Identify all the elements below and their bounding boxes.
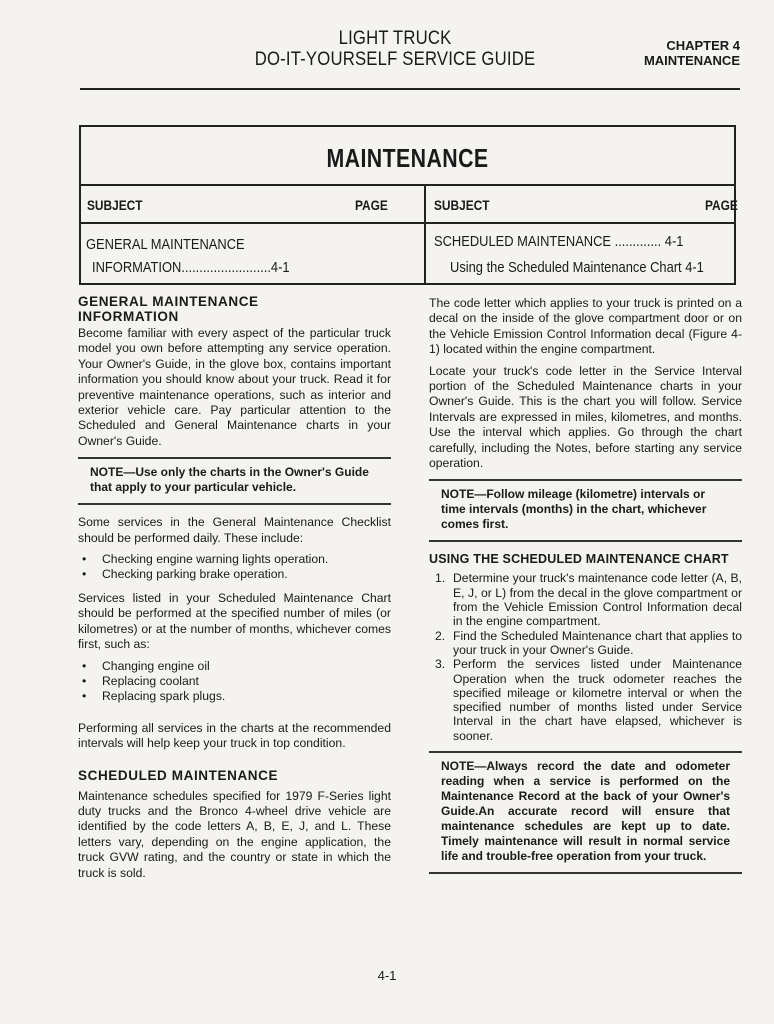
list-item — [429, 657, 742, 743]
locate-code-paragraph: Locate your truck's code letter in the Service Interval portion of the Scheduled Maintenance charts in your Owner's Guide. This is the chart you will follow. Service Intervals are expressed in miles, kilometres, and months. Use the interval which applies. Go through the chart carefully, including the Notes, before starting any service operation. — [429, 363, 742, 471]
step-text: Determine your truck's maintenance code letter (A, B, E, J, or L) from the decal in the glove compartment or from the Vehicle Emission Control Information decal in the engine compartment. — [453, 571, 742, 629]
scheduled-maintenance-heading: SCHEDULED MAINTENANCE — [78, 767, 279, 783]
list-item — [429, 571, 742, 628]
toc-box — [79, 125, 736, 285]
list-item: • Replacing spark plugs. — [78, 689, 391, 704]
chapter-number: CHAPTER 4 — [666, 38, 740, 53]
toc-page-header-right: PAGE — [705, 197, 738, 213]
general-maintenance-heading — [78, 294, 391, 324]
code-letter-paragraph: The code letter which applies to your truck is printed on a decal on the inside of the glove compartment door or on the Vehicle Emission Control Information decal (Figure 4-1) located within the engine compartment. — [429, 296, 742, 357]
right-column — [429, 296, 742, 884]
toc-entry-using-chart: Using the Scheduled Maintenance Chart 4-1 — [450, 259, 704, 276]
record-keeping-note: NOTE—Always record the date and odometer reading when a service is performed on the Maintenance Record at the back of your Owner's Guide.An accurate record will ensure that maintenance schedules are kept up to date. Timely maintenance will result in normal service life and trouble-free operation from your truck. — [429, 751, 742, 874]
using-chart-steps — [429, 571, 742, 743]
list-item: • Changing engine oil — [78, 659, 391, 674]
daily-checklist-paragraph: Some services in the General Maintenance Checklist should be performed daily. These include: — [78, 515, 391, 545]
owners-guide-note: NOTE—Use only the charts in the Owner's Guide that apply to your particular vehicle. — [78, 457, 391, 505]
header-divider — [80, 88, 740, 90]
toc-entry-general-line1: GENERAL MAINTENANCE — [86, 236, 245, 253]
page-number: 4-1 — [377, 968, 397, 983]
guide-title-line1: LIGHT TRUCK — [338, 28, 452, 49]
left-column — [78, 294, 391, 887]
step-number: 2. — [435, 628, 446, 643]
heading-line: INFORMATION — [78, 309, 179, 324]
toc-divider-top — [81, 184, 734, 186]
list-item: • Replacing coolant — [78, 674, 391, 689]
using-chart-heading: USING THE SCHEDULED MAINTENANCE CHART — [429, 552, 729, 567]
toc-column-divider — [424, 184, 426, 283]
daily-checklist-list — [78, 552, 391, 583]
toc-subject-header-right: SUBJECT — [434, 197, 490, 213]
top-condition-paragraph: Performing all services in the charts at the recommended intervals will help keep your truck in top condition. — [78, 720, 391, 751]
guide-title-line2: DO-IT-YOURSELF SERVICE GUIDE — [254, 49, 536, 70]
step-number: 3. — [435, 657, 446, 672]
general-intro-paragraph: Become familiar with every aspect of the particular truck model you own before attempting any service operation. Your Owner's Guide, in the glove box, contains important information you should know about your truck. Read it for preventive maintenance operations, such as interior and exterior vehicle care. Pay particular attention to the Scheduled and General Maintenance charts in your Owner's Guide. — [78, 326, 391, 448]
toc-divider-bottom — [81, 222, 734, 224]
step-text: Find the Scheduled Maintenance chart that applies to your truck in your Owner's Guide. — [453, 628, 742, 657]
toc-page-header-left: PAGE — [355, 197, 388, 213]
step-text: Perform the services listed under Maintenance Operation when the truck odometer reaches the specified mileage or kilometre interval or when the specified number of months listed under Service Interval in the chart have elapsed, whichever is sooner. — [453, 657, 742, 743]
list-item — [429, 629, 742, 658]
chapter-label — [600, 38, 740, 68]
scheduled-services-list — [78, 659, 391, 705]
toc-title: MAINTENANCE — [326, 143, 489, 173]
toc-entry-scheduled: SCHEDULED MAINTENANCE ............. 4-1 — [434, 233, 684, 250]
guide-title — [250, 28, 540, 70]
mileage-interval-note: NOTE—Follow mileage (kilometre) intervals or time intervals (months) in the chart, whichever comes first. — [429, 479, 742, 542]
list-item: • Checking engine warning lights operation. — [78, 552, 391, 567]
heading-line: GENERAL MAINTENANCE — [78, 294, 259, 309]
list-item: • Checking parking brake operation. — [78, 567, 391, 582]
scheduled-services-paragraph: Services listed in your Scheduled Maintenance Chart should be performed at the specified number of miles (or kilometres) or at the number of months, whichever comes first, such as: — [78, 590, 391, 652]
step-number: 1. — [435, 571, 446, 586]
toc-entry-general-line2: INFORMATION.........................4-1 — [92, 259, 290, 276]
toc-subject-header-left: SUBJECT — [87, 197, 143, 213]
maintenance-schedules-paragraph: Maintenance schedules specified for 1979 F-Series light duty trucks and the Bronco 4-wheel drive vehicle are identified by the code letters A, B, E, J, and L. These letters vary, depending on the engine application, the truck GVW rating, and the country or state in which the truck is sold. — [78, 788, 391, 880]
chapter-section: MAINTENANCE — [643, 53, 740, 68]
